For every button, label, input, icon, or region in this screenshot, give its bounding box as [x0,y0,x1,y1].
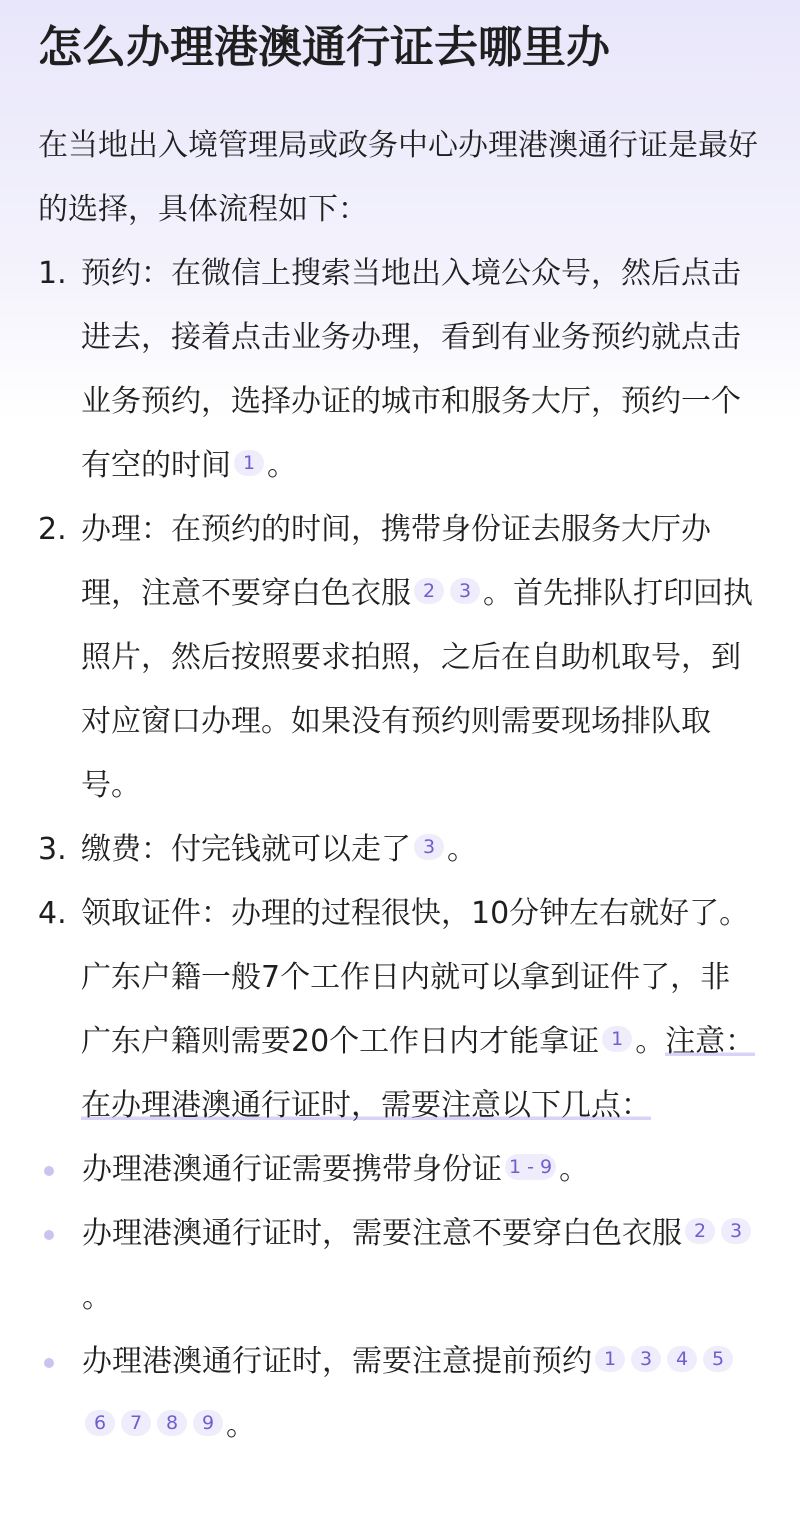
note-item-2 [38,1202,760,1330]
step-item-2 [38,498,760,818]
bullet-dot-icon [44,1230,54,1240]
highlighted-note: 注意：在办理港澳通行证时，需要注意以下几点： [81,1024,756,1123]
citation-badge[interactable]: 4 [667,1346,697,1372]
step-number: 1. [38,256,67,291]
note-text: 办理港澳通行证需要携带身份证 [82,1152,502,1187]
step-text-end: 。 [447,832,477,867]
notes-list [38,1138,760,1458]
note-text-end: 。 [82,1280,112,1315]
citation-badge[interactable]: 2 [685,1218,715,1244]
citation-badge[interactable]: 5 [703,1346,733,1372]
step-text: 预约：在微信上搜索当地出入境公众号，然后点击进去，接着点击业务办理，看到有业务预约就点击业务预约，选择办证的城市和服务大厅，预约一个有空的时间 [81,256,741,483]
bullet-dot-icon [44,1166,54,1176]
citation-badge[interactable]: 2 [414,578,444,604]
note-item-3 [38,1330,760,1458]
citation-badge[interactable]: 1 [234,450,264,476]
step-text-end: 。首先排队打印回执照片，然后按照要求拍照，之后在自助机取号，到对应窗口办理。如果没有预约则需要现场排队取号。 [81,576,753,803]
intro-paragraph: 在当地出入境管理局或政务中心办理港澳通行证是最好的选择，具体流程如下： [38,128,758,227]
steps-list [38,242,760,1138]
step-text-end: 。 [267,448,297,483]
step-item-4 [38,882,760,1138]
citation-badge[interactable]: 9 [193,1410,223,1436]
step-number: 4. [38,896,67,931]
citation-badge[interactable]: 3 [721,1218,751,1244]
citation-badge[interactable]: 3 [631,1346,661,1372]
citation-badge[interactable]: 1 - 9 [505,1154,556,1180]
citation-badge[interactable]: 3 [450,578,480,604]
citation-badge[interactable]: 6 [85,1410,115,1436]
step-item-1 [38,242,760,498]
note-item-1 [38,1138,760,1202]
citation-badge[interactable]: 1 [602,1026,632,1052]
step-text: 缴费：付完钱就可以走了 [81,832,411,867]
step-number: 2. [38,512,67,547]
step-text-end: 。 [635,1024,666,1059]
step-text: 领取证件：办理的过程很快，10分钟左右就好了。广东户籍一般7个工作日内就可以拿到证件了，非广东户籍则需要20个工作日内才能拿证 [81,896,750,1059]
page-title: 怎么办理港澳通行证去哪里办 [38,22,610,73]
citation-badge[interactable]: 3 [414,834,444,860]
note-text: 办理港澳通行证时，需要注意不要穿白色衣服 [82,1216,682,1251]
citation-badge[interactable]: 8 [157,1410,187,1436]
step-item-3 [38,818,760,882]
note-text: 办理港澳通行证时，需要注意提前预约 [82,1344,592,1379]
note-text-end: 。 [226,1408,256,1443]
bullet-dot-icon [44,1358,54,1368]
note-text-end: 。 [559,1152,590,1187]
citation-badge[interactable]: 7 [121,1410,151,1436]
citation-badge[interactable]: 1 [595,1346,625,1372]
step-number: 3. [38,832,67,867]
step-text: 办理：在预约的时间，携带身份证去服务大厅办理，注意不要穿白色衣服 [81,512,711,611]
